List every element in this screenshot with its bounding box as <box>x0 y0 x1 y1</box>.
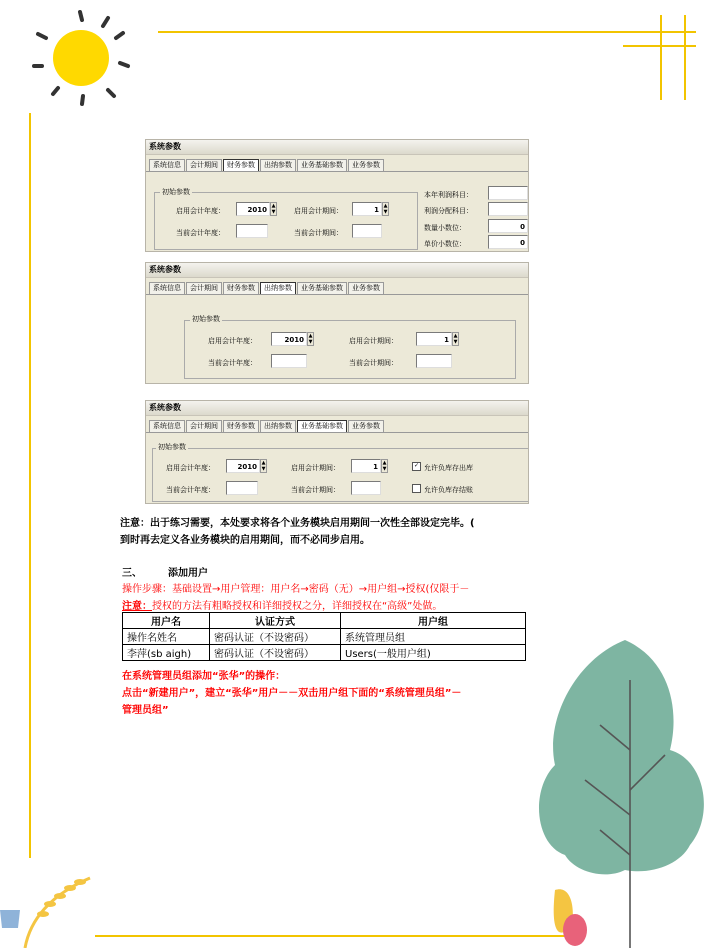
tab-business-basic-params[interactable]: 业务基础参数 <box>297 159 347 171</box>
tab-business-basic-params[interactable]: 业务基础参数 <box>297 420 347 432</box>
cell-auth-method: 密码认证（不设密码） <box>210 645 341 661</box>
notice-line-2: 到时再去定义各业务模块的启用期间，而不必同步启用。 <box>120 535 370 546</box>
start-year-input[interactable]: 2010 <box>236 202 270 216</box>
tab-business-params[interactable]: 业务参数 <box>348 282 384 294</box>
start-year-label: 启用会计年度： <box>176 207 225 215</box>
start-period-input[interactable]: 1 <box>351 459 381 473</box>
table-row <box>123 645 526 661</box>
current-period-input[interactable] <box>416 354 452 368</box>
tab-finance-params[interactable]: 财务参数 <box>223 420 259 432</box>
cell-user-group: 系统管理员组 <box>341 629 526 645</box>
right-border-line <box>684 15 686 100</box>
sun-illustration <box>28 8 138 108</box>
dialog-title: 系统参数 <box>146 140 528 155</box>
start-year-spinner[interactable]: ▲ ▼ <box>261 460 266 472</box>
start-year-spinner[interactable]: ▲ ▼ <box>308 333 313 345</box>
tab-cashier-params[interactable]: 出纳参数 <box>260 420 296 432</box>
users-table <box>122 612 526 661</box>
current-period-label: 当前会计期间： <box>291 486 340 494</box>
current-year-input[interactable] <box>226 481 258 495</box>
tab-system-info[interactable]: 系统信息 <box>149 282 185 294</box>
current-year-input[interactable] <box>236 224 268 238</box>
allow-negative-closing-checkbox[interactable] <box>412 484 421 493</box>
group-label: 初始参数 <box>162 188 190 196</box>
operation-steps: 操作步骤：基础设置→用户管理：用户名→密码（无）→用户组→授权(仅限于－ <box>122 584 470 595</box>
right-border-line-inner <box>660 15 662 100</box>
start-year-label: 启用会计年度： <box>208 337 257 345</box>
allow-negative-outbound-checkbox[interactable]: ✓ <box>413 462 420 469</box>
current-period-label: 当前会计期间： <box>349 359 398 367</box>
col-auth-method: 认证方式 <box>210 613 341 629</box>
bottom-border-line <box>95 935 570 937</box>
quantity-decimals-label: 数量小数位： <box>424 224 466 232</box>
tab-cashier-params[interactable]: 出纳参数 <box>260 159 296 171</box>
tab-system-info[interactable]: 系统信息 <box>149 159 185 171</box>
current-period-input[interactable] <box>351 481 381 495</box>
allow-negative-outbound-label: 允许负库存出库 <box>424 464 473 472</box>
start-year-spinner[interactable]: ▲ ▼ <box>271 203 276 215</box>
start-year-label: 启用会计年度： <box>166 464 215 472</box>
tab-business-params[interactable]: 业务参数 <box>348 159 384 171</box>
tab-accounting-period[interactable]: 会计期间 <box>186 282 222 294</box>
current-period-input[interactable] <box>352 224 382 238</box>
current-year-label: 当前会计年度： <box>208 359 257 367</box>
start-year-input[interactable]: 2010 <box>226 459 260 473</box>
start-period-label: 启用会计期间： <box>291 464 340 472</box>
section-title: 添加用户 <box>168 568 208 579</box>
note-body: 授权的方法有粗略授权和详细授权之分，详细授权在“高级”处做。 <box>152 601 443 612</box>
initial-params-group <box>184 320 516 379</box>
start-period-input[interactable]: 1 <box>416 332 452 346</box>
after-instruction-2: 管理员组” <box>122 705 169 716</box>
system-params-dialog-cashier <box>145 262 529 384</box>
after-heading: 在系统管理员组添加“张华”的操作： <box>122 671 286 682</box>
section-number: 三、 <box>122 568 142 579</box>
system-params-dialog-finance <box>145 139 529 252</box>
notice-line-1: 注意：出于练习需要，本处要求将各个业务模块启用期间一次性全部设定完毕。( <box>120 518 475 529</box>
start-period-spinner[interactable]: ▲ ▼ <box>383 203 388 215</box>
col-user-group: 用户组 <box>341 613 526 629</box>
current-period-label: 当前会计期间： <box>294 229 343 237</box>
tree-illustration <box>530 640 711 948</box>
auth-note <box>122 597 442 612</box>
cell-user-group: Users(一般用户组) <box>341 645 526 661</box>
quantity-decimals-input[interactable]: 0 <box>488 219 528 233</box>
group-label: 初始参数 <box>192 315 220 323</box>
start-period-spinner[interactable]: ▲ ▼ <box>382 460 387 472</box>
profit-account-label: 本年利润科目： <box>424 191 473 199</box>
table-header-row <box>123 613 526 629</box>
cell-username: 操作名姓名 <box>123 629 210 645</box>
left-border-line <box>29 113 31 858</box>
tab-finance-params[interactable]: 财务参数 <box>223 159 259 171</box>
start-period-label: 启用会计期间： <box>349 337 398 345</box>
profit-account-input[interactable] <box>488 186 528 200</box>
top-border-line <box>158 31 696 33</box>
cell-auth-method: 密码认证（不设密码） <box>210 629 341 645</box>
system-params-dialog-business-basic <box>145 400 529 504</box>
wheat-illustration <box>0 870 100 948</box>
start-period-spinner[interactable]: ▲ ▼ <box>453 333 458 345</box>
start-year-input[interactable]: 2010 <box>271 332 307 346</box>
initial-params-group <box>154 192 418 250</box>
tab-finance-params[interactable]: 财务参数 <box>223 282 259 294</box>
price-decimals-label: 单价小数位： <box>424 240 466 248</box>
tab-accounting-period[interactable]: 会计期间 <box>186 159 222 171</box>
dialog-title: 系统参数 <box>146 401 528 416</box>
note-prefix: 注意： <box>122 601 152 612</box>
tab-business-params[interactable]: 业务参数 <box>348 420 384 432</box>
group-label: 初始参数 <box>158 443 186 451</box>
profit-distribution-label: 利润分配科目： <box>424 207 473 215</box>
cell-username: 李萍(sb aigh) <box>123 645 210 661</box>
tab-cashier-params[interactable]: 出纳参数 <box>260 282 296 294</box>
dialog-title: 系统参数 <box>146 263 528 278</box>
current-year-label: 当前会计年度： <box>166 486 215 494</box>
after-instruction-1: 点击“新建用户”，建立“张华”用户－－双击用户组下面的“系统管理员组”－ <box>122 688 462 699</box>
start-period-input[interactable]: 1 <box>352 202 382 216</box>
tab-business-basic-params[interactable]: 业务基础参数 <box>297 282 347 294</box>
col-username: 用户名 <box>123 613 210 629</box>
start-period-label: 启用会计期间： <box>294 207 343 215</box>
tab-system-info[interactable]: 系统信息 <box>149 420 185 432</box>
current-year-input[interactable] <box>271 354 307 368</box>
tab-accounting-period[interactable]: 会计期间 <box>186 420 222 432</box>
allow-negative-closing-label: 允许负库存结账 <box>424 486 473 494</box>
profit-distribution-input[interactable] <box>488 202 528 216</box>
current-year-label: 当前会计年度： <box>176 229 225 237</box>
price-decimals-input[interactable]: 0 <box>488 235 528 249</box>
table-row <box>123 629 526 645</box>
